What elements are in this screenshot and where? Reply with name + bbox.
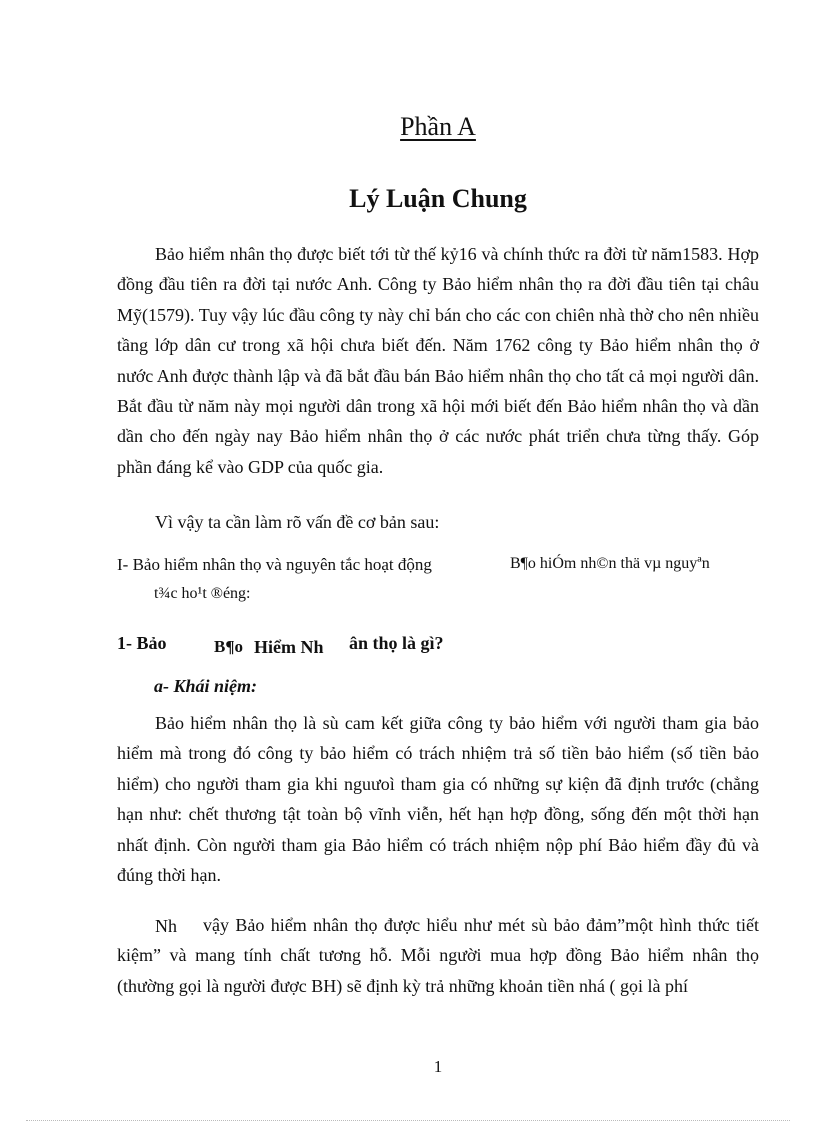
subsection-heading-part3: Hiểm Nh (254, 637, 324, 657)
page-bottom-divider (26, 1120, 790, 1121)
paragraph-prefix: Nh (155, 916, 177, 936)
subsection-heading-part4: ân thọ là gì? (349, 633, 444, 653)
part-heading: Phần A (400, 112, 476, 141)
section-heading-1-garbled: B¶o hiÓm nh©n thä vµ nguyªn (510, 555, 710, 572)
document-title: Lý Luận Chung (349, 184, 527, 213)
paragraph-explanation: vậy Bảo hiểm nhân thọ được hiểu như mét sù bảo đảm”một hình thức tiết kiệm” và mang tính chất tương hỗ. Mỗi người mua hợp đồng Bảo hiểm nhân thọ (thường gọi là người được BH) sẽ định kỳ trả những khoản tiền nhá ( gọi là phí (117, 915, 759, 996)
subsection-heading-part2: B¶o (214, 637, 244, 656)
paragraph-transition: Vì vậy ta cần làm rõ vấn đề cơ bản sau: (155, 512, 440, 532)
page-number: 1 (433, 1057, 443, 1076)
concept-subheading: a- Khái niệm: (154, 676, 258, 696)
section-heading-1-garbled-cont: t¾c ho¹t ®éng: (154, 585, 251, 602)
paragraph-definition: Bảo hiểm nhân thọ là sù cam kết giữa công ty bảo hiểm với người tham gia bảo hiểm mà trong đó công ty bảo hiểm có trách nhiệm trả số tiền bảo hiểm (số tiền bảo hiểm) cho người tham gia khi nguưoì tham gia có những sự kiện đã định trước (chẳng hạn như: chết thương tật toàn bộ vĩnh viễn, hết hạn hợp đồng, sống đến một thời hạn nhất định. Còn người tham gia Bảo hiểm có trách nhiệm nộp phí Bảo hiểm đầy đủ và đúng thời hạn. (117, 713, 759, 886)
paragraph-intro: Bảo hiểm nhân thọ được biết tới từ thế kỷ16 và chính thức ra đời từ năm1583. Hợp đồng đầu tiên ra đời tại nước Anh. Công ty Bảo hiểm nhân thọ ra đời đầu tiên tại châu Mỹ(1579). Tuy vậy lúc đầu công ty này chỉ bán cho các con chiên nhà thờ cho nên nhiều tầng lớp dân cư trong xã hội chưa biết đến. Năm 1762 công ty Bảo hiểm nhân thọ ở nước Anh được thành lập và đã bắt đầu bán Bảo hiểm nhân thọ cho tất cả mọi người dân. Bắt đầu từ năm này mọi người dân trong xã hội mới biết đến Bảo hiểm nhân thọ và dần dần cho đến ngày nay Bảo hiểm nhân thọ ở các nước phát triển chưa từng thấy. Góp phần đáng kể vào GDP của quốc gia. (117, 244, 759, 477)
subsection-heading-part1: 1- Bảo (117, 633, 167, 653)
section-heading-1: I- Bảo hiểm nhân thọ và nguyên tắc hoạt động (117, 555, 432, 574)
